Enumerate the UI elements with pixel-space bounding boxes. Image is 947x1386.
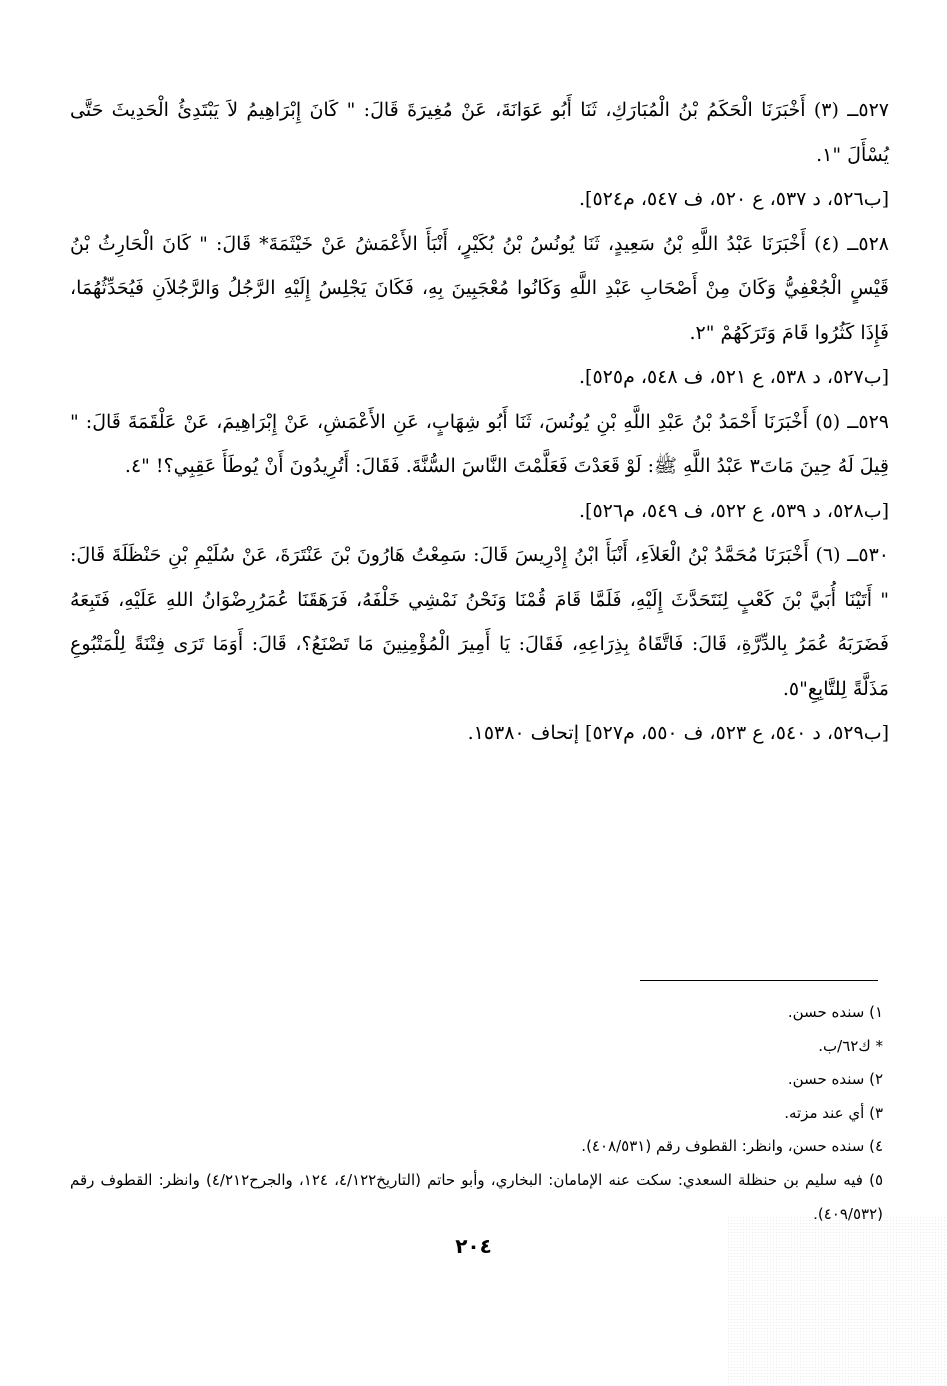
hadith-entries [70, 88, 889, 756]
hadith-entry-530: ٥٣٠ــ (٦) أَخْبَرَنَا مُحَمَّدُ بْنُ الْعَلاَءِ، أَنْبَأَ ابْنُ إِدْرِيسَ قَالَ: سَمِعْتُ هَارُونَ بْنَ عَنْتَرَةَ، عَنْ سُلَيْمِ بْنِ حَنْظَلَةَ قَالَ: " أَتَيْنَا أُبَيَّ بْنَ كَعْبٍ لِنَتَحَدَّثَ إِلَيْهِ، فَلَمَّا قَامَ قُمْنَا وَنَحْنُ نَمْشِي خَلْفَهُ، فَرَهَقَنَا عُمَرُرِضْوَانُ اللهِ عَلَيْهِ، فَتَبِعَهُ فَضَرَبَهُ عُمَرُ بِالدِّرَّةِ، قَالَ: فَاتَّقَاهُ بِذِرَاعِهِ، فَقَالَ: يَا أَمِيرَ الْمُؤْمِنِينَ مَا تَصْنَعُ؟، قَالَ: أَوَمَا تَرَى فِتْنَةً لِلْمَتْبُوعِ مَذَلَّةً لِلتَّابِعِ"٥. [70, 544, 889, 700]
footnote-1: ١) سنده حسن. [787, 1003, 883, 1021]
scan-texture [727, 1216, 947, 1386]
hadith-entry-529: ٥٢٩ــ (٥) أَخْبَرَنَا أَحْمَدُ بْنُ عَبْدِ اللَّهِ بْنِ يُونُسَ، ثَنَا أَبُو شِهَابٍ، عَنِ الأَعْمَشِ، عَنْ إِبْرَاهِيمَ، عَنْ عَلْقَمَةَ قَالَ: " قِيلَ لَهُ حِينَ مَاتَ٣ عَبْدُ اللَّهِ ﷺ: لَوْ قَعَدْتَ فَعَلَّمْتَ النَّاسَ السُّنَّةَ. فَقَالَ: أَتُرِيدُونَ أَنْ يُوطَأَ عَقِبِي؟! "٤. [70, 410, 889, 477]
footnote-4: ٤) سنده حسن، وانظر: القطوف رقم (٤٠٨/٥٣١). [581, 1137, 883, 1156]
footnote-divider [640, 980, 878, 981]
source-references-528: [ب٥٢٧، د ٥٣٨، ع ٥٢١، ف ٥٤٨، م٥٢٥]. [579, 366, 889, 388]
hadith-entry-527: ٥٢٧ــ (٣) أَخْبَرَنَا الْحَكَمُ بْنُ الْمُبَارَكِ، ثَنَا أَبُو عَوَانَةَ، عَنْ مُغِيرَةَ قَالَ: " كَانَ إِبْرَاهِيمُ لاَ يَبْتَدِئُ الْحَدِيثَ حَتَّى يُسْأَلَ "١. [70, 99, 890, 166]
footnote-asterisk: * ك٦٢/ب. [818, 1036, 883, 1055]
footnotes [70, 996, 883, 1231]
footnote-3: ٣) أي عند مزته. [784, 1103, 883, 1122]
source-references-530: [ب٥٢٩، د ٥٤٠، ع ٥٢٣، ف ٥٥٠، م٥٢٧] إتحاف ١٥٣٨٠. [467, 722, 889, 744]
page-number: ٢٠٤ [455, 1234, 492, 1258]
hadith-entry-528: ٥٢٨ــ (٤) أَخْبَرَنَا عَبْدُ اللَّهِ بْنُ سَعِيدٍ، ثَنَا يُونُسُ بْنُ بُكَيْرٍ، أَنْبَأَ الأَعْمَشُ عَنْ خَيْثَمَةَ* قَالَ: " كَانَ الْحَارِثُ بْنُ قَيْسٍ الْجُعْفِيُّ وَكَانَ مِنْ أَصْحَابِ عَبْدِ اللَّهِ وَكَانُوا مُعْجَبِينَ بِهِ، فَكَانَ يَجْلِسُ إِلَيْهِ الرَّجُلُ وَالرَّجُلاَنِ فَيُحَدِّثُهُمَا، فَإِذَا كَثُرُوا قَامَ وَتَرَكَهُمْ "٢. [70, 232, 889, 344]
footnote-5: ٥) فيه سليم بن حنظلة السعدي: سكت عنه الإمامان: البخاري، وأبو حاتم (التاريخ٤/١٢٢، ١٢٤، والجرح٤/٢١٢) وانظر: القطوف رقم (٤٠٩/٥٣٢). [70, 1170, 884, 1223]
source-references-529: [ب٥٢٨، د ٥٣٩، ع ٥٢٢، ف ٥٤٩، م٥٢٦]. [579, 499, 889, 522]
source-references-527: [ب٥٢٦، د ٥٣٧، ع ٥٢٠، ف ٥٤٧، م٥٢٤]. [579, 188, 889, 210]
footnote-2: ٢) سنده حسن. [787, 1070, 883, 1089]
